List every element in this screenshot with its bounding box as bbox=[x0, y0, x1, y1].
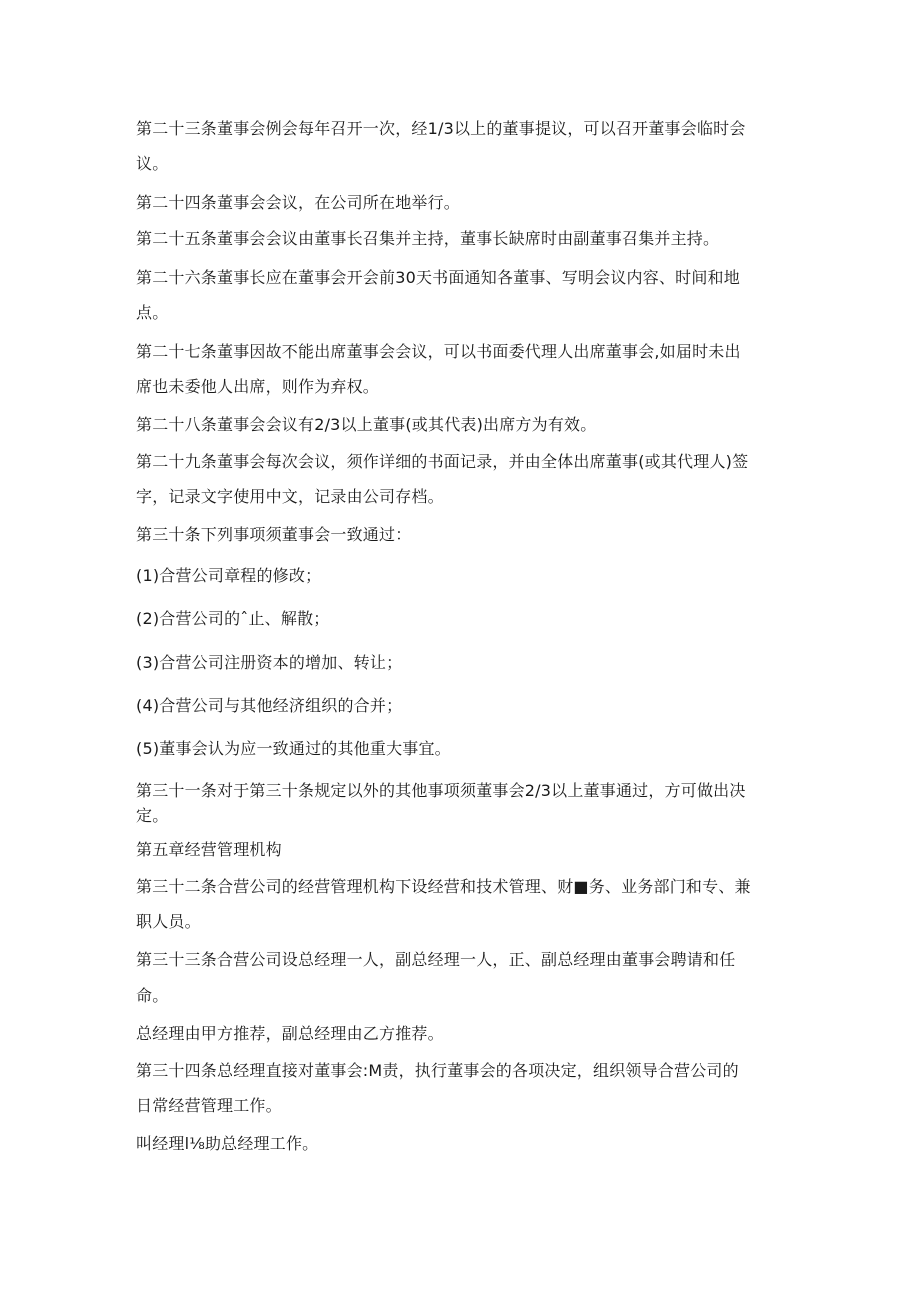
text-line: 第二十六条董事长应在董事会开会前30天书面通知各董事、写明会议内容、时间和地 bbox=[136, 268, 740, 287]
text-line: 总经理由甲方推荐，副总经理由乙方推荐。 bbox=[136, 1024, 444, 1043]
text-line: 点。 bbox=[136, 303, 169, 322]
text-line: 第三十条下列事项须董事会一致通过： bbox=[136, 525, 412, 544]
text-line: 第二十九条董事会每次会议，须作详细的书面记录，并由全体出席董事(或其代理人)签 bbox=[136, 452, 749, 471]
text-line: 命。 bbox=[136, 986, 169, 1005]
list-item: (3)合营公司注册资本的增加、转让； bbox=[136, 653, 403, 672]
text-line: 职人员。 bbox=[136, 912, 201, 931]
text-line: 第三十一条对于第三十条规定以外的其他事项须董事会2/3以上董事通过，方可做出决 bbox=[136, 781, 746, 800]
text-line: 第二十四条董事会会议，在公司所在地举行。 bbox=[136, 193, 461, 212]
text-line: 第二十三条董事会例会每年召开一次，经1/3以上的董事提议，可以召开董事会临时会 bbox=[136, 119, 746, 138]
text-line: 第二十八条董事会会议有2/3以上董事(或其代表)出席方为有效。 bbox=[136, 415, 597, 434]
list-item: (1)合营公司章程的修改； bbox=[136, 566, 322, 585]
text-line: 第二十五条董事会会议由董事长召集并主持，董事长缺席时由副董事召集并主持。 bbox=[136, 229, 720, 248]
text-line: 字，记录文字使用中文，记录由公司存档。 bbox=[136, 487, 444, 506]
list-item: (4)合营公司与其他经济组织的合并； bbox=[136, 696, 403, 715]
list-item: (2)合营公司的ˆ止、解散； bbox=[136, 609, 330, 628]
text-line: 第二十七条董事因故不能出席董事会会议，可以书面委代理人出席董事会,如届时未出 bbox=[136, 342, 741, 361]
text-line: 第三十二条合营公司的经营管理机构下设经营和技术管理、财■务、业务部门和专、兼 bbox=[136, 877, 751, 896]
section-heading: 第五章经营管理机构 bbox=[136, 840, 282, 859]
text-line: 议。 bbox=[136, 154, 169, 173]
text-line: 日常经营管理工作。 bbox=[136, 1096, 282, 1115]
text-line: 席也未委他人出席，则作为弃权。 bbox=[136, 377, 380, 396]
text-line: 第三十四条总经理直接对董事会:M责，执行董事会的各项决定，组织领导合营公司的 bbox=[136, 1061, 739, 1080]
text-line: 叫经理l⅛助总经理工作。 bbox=[136, 1134, 319, 1153]
text-line: 第三十三条合营公司设总经理一人，副总经理一人，正、副总经理由董事会聘请和任 bbox=[136, 950, 736, 969]
list-item: (5)董事会认为应一致通过的其他重大事宜。 bbox=[136, 739, 451, 758]
text-line: 定。 bbox=[136, 806, 169, 825]
